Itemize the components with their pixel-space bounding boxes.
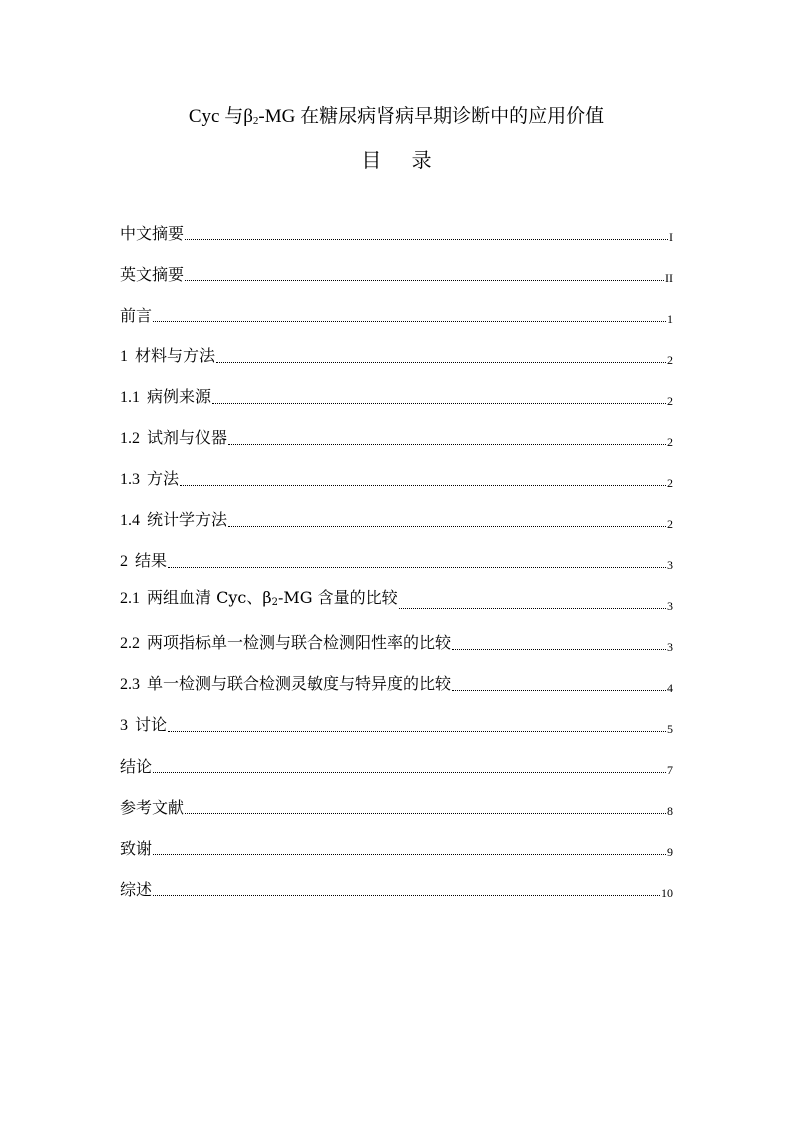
toc-entry-label: 前言 — [120, 306, 153, 325]
dot-leader — [212, 403, 666, 404]
dot-leader — [153, 321, 666, 322]
toc-entry-discussion[interactable] — [120, 697, 673, 738]
toc-entry-text-suffix: -MG 含量的比较 — [277, 588, 398, 607]
toc-entry-text-prefix: 两组血清 Cyc、β — [147, 588, 272, 607]
toc-entry-label — [120, 586, 398, 615]
toc-entry-text: 病例来源 — [147, 387, 212, 406]
toc-entry-label: 参考文献 — [120, 798, 185, 817]
toc-entry-review[interactable] — [120, 861, 673, 902]
dot-leader — [228, 526, 666, 527]
toc-entry-page: I — [669, 230, 673, 244]
toc-entry-page: 7 — [667, 763, 673, 777]
dot-leader — [452, 649, 666, 650]
toc-entry-page: 1 — [667, 312, 673, 326]
dot-leader — [168, 567, 666, 568]
title-subscript: 2 — [252, 115, 259, 127]
toc-entry-results[interactable] — [120, 533, 673, 574]
toc-entry-case-source[interactable] — [120, 369, 673, 410]
toc-entry-page: 4 — [667, 681, 673, 695]
toc-entry-text: 统计学方法 — [147, 510, 228, 529]
dot-leader — [153, 895, 660, 896]
toc-entry-text: 试剂与仪器 — [147, 428, 228, 447]
dot-leader — [168, 731, 666, 732]
toc-entry-label — [120, 467, 179, 492]
toc-entry-label — [120, 426, 227, 451]
toc-entry-references[interactable] — [120, 779, 673, 820]
toc-entry-page: 3 — [667, 640, 673, 654]
toc-entry-text: 讨论 — [135, 715, 168, 734]
dot-leader — [185, 239, 668, 240]
toc-entry-conclusion[interactable] — [120, 738, 673, 779]
toc-entry-number: 2.3 — [120, 676, 140, 693]
toc-entry-label — [120, 385, 211, 410]
toc-entry-text: 单一检测与联合检测灵敏度与特异度的比较 — [147, 674, 452, 693]
toc-entry-page: II — [665, 271, 673, 285]
toc-entry-number: 1 — [120, 348, 128, 365]
toc-entry-reagents[interactable] — [120, 410, 673, 451]
toc-entry-label: 中文摘要 — [120, 224, 185, 243]
toc-entry-number: 1.1 — [120, 389, 140, 406]
toc-entry-number: 2.2 — [120, 635, 140, 652]
dot-leader — [216, 362, 666, 363]
toc-heading: 目 录 — [361, 148, 444, 172]
toc-entry-text: 结果 — [135, 551, 168, 570]
toc-entry-label — [120, 672, 451, 697]
toc-entry-page: 2 — [667, 435, 673, 449]
toc-entry-number: 1.4 — [120, 512, 140, 529]
toc-entry-page: 10 — [661, 886, 673, 900]
title-prefix: Cyc 与β — [188, 106, 253, 127]
toc-entry-page: 2 — [667, 517, 673, 531]
toc-entry-chinese-abstract[interactable] — [120, 205, 673, 246]
dot-leader — [452, 690, 666, 691]
toc-entry-number: 1.3 — [120, 471, 140, 488]
toc-entry-text: 方法 — [147, 469, 180, 488]
toc-entry-serum-comparison[interactable] — [120, 574, 673, 615]
toc-entry-number: 2 — [120, 553, 128, 570]
toc-entry-positive-rate[interactable] — [120, 615, 673, 656]
toc-entry-page: 2 — [667, 394, 673, 408]
toc-entry-page: 2 — [667, 353, 673, 367]
toc-entry-subscript: 2 — [271, 597, 278, 608]
toc-entry-page: 3 — [667, 558, 673, 572]
dot-leader — [153, 772, 666, 773]
toc-entry-page: 5 — [667, 722, 673, 736]
toc-entry-number: 3 — [120, 717, 128, 734]
title-suffix: -MG 在糖尿病肾病早期诊断中的应用价值 — [258, 106, 605, 127]
toc-entry-label — [120, 549, 167, 574]
toc-entry-number: 1.2 — [120, 430, 140, 447]
toc-entry-label: 致谢 — [120, 839, 153, 858]
toc-entry-text: 两项指标单一检测与联合检测阳性率的比较 — [147, 633, 452, 652]
toc-entry-preface[interactable] — [120, 287, 673, 328]
toc-entry-label — [120, 713, 167, 738]
toc-entry-english-abstract[interactable] — [120, 246, 673, 287]
toc-entry-label: 结论 — [120, 757, 153, 776]
toc-entry-page: 3 — [667, 599, 673, 613]
toc-entry-acknowledgements[interactable] — [120, 820, 673, 861]
toc-entry-number: 2.1 — [120, 590, 140, 607]
toc-entry-page: 2 — [667, 476, 673, 490]
dot-leader — [185, 813, 666, 814]
toc-entry-label — [120, 631, 451, 656]
toc-entry-label — [120, 344, 215, 369]
dot-leader — [399, 608, 666, 609]
dot-leader — [180, 485, 666, 486]
toc-entry-sensitivity[interactable] — [120, 656, 673, 697]
toc-entry-statistics[interactable] — [120, 492, 673, 533]
dot-leader — [153, 854, 666, 855]
toc-entry-materials-methods[interactable] — [120, 328, 673, 369]
toc-entry-page: 8 — [667, 804, 673, 818]
toc-entry-page: 9 — [667, 845, 673, 859]
dot-leader — [185, 280, 664, 281]
toc-entry-text: 材料与方法 — [135, 346, 216, 365]
toc-entry-label: 英文摘要 — [120, 265, 185, 284]
toc-entry-label: 综述 — [120, 880, 153, 899]
table-of-contents — [120, 205, 673, 902]
document-title — [0, 104, 793, 134]
toc-entry-methods[interactable] — [120, 451, 673, 492]
toc-entry-label — [120, 508, 227, 533]
dot-leader — [228, 444, 666, 445]
